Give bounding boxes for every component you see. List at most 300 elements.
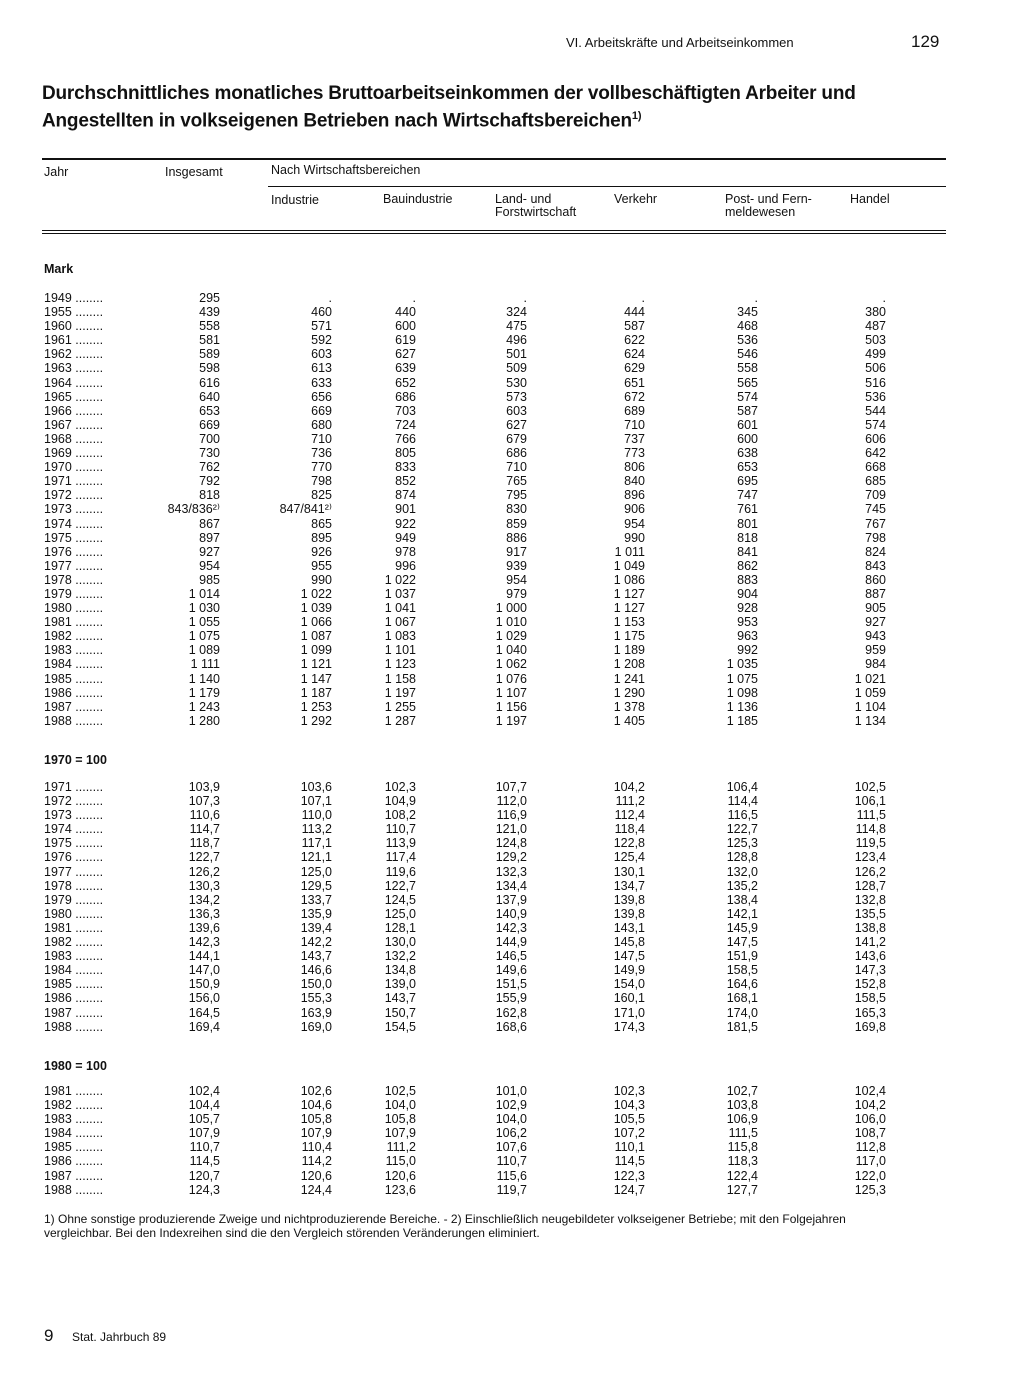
cell-industrie: 1 039 (300, 601, 332, 616)
cell-insgesamt: 114,5 (189, 1154, 220, 1169)
table-row (0, 1154, 1024, 1168)
cell-post-fern: 127,7 (726, 1182, 758, 1197)
table-row (0, 333, 1024, 347)
table-row (0, 643, 1024, 657)
cell-bauindustrie: 833 (395, 460, 416, 475)
cell-industrie: 114,2 (301, 1154, 332, 1169)
section-label-index-1980: 1980 = 100 (44, 1059, 107, 1073)
cell-year: 1980 ........ (44, 601, 104, 616)
cell-verkehr: 145,8 (613, 935, 645, 950)
cell-insgesamt: 110,7 (189, 1140, 220, 1155)
cell-verkehr: 139,8 (613, 892, 645, 907)
cell-land-forst: 939 (506, 558, 527, 573)
cell-verkehr: 1 208 (613, 657, 645, 672)
running-header: VI. Arbeitskräfte und Arbeitseinkommen (566, 35, 794, 50)
cell-land-forst: 627 (506, 417, 527, 432)
cell-post-fern: 1 185 (726, 713, 758, 728)
cell-post-fern: 103,8 (726, 1098, 758, 1113)
cell-industrie: 120,6 (300, 1168, 332, 1183)
title-line-1: Durchschnittliches monatliches Bruttoarbeitseinkommen der vollbeschäftigten Arbeiter und (42, 83, 856, 104)
footer-page-number: 9 (44, 1326, 54, 1345)
cell-handel: 138,8 (854, 920, 886, 935)
table-row (0, 319, 1024, 333)
cell-bauindustrie: 1 158 (384, 671, 416, 686)
cell-year: 1982 ........ (44, 935, 104, 950)
cell-verkehr: 896 (624, 488, 645, 503)
cell-year: 1976 ........ (44, 850, 104, 865)
section-index-1970-rows (0, 780, 1024, 1034)
cell-year: 1987 ........ (44, 699, 104, 714)
table-row (0, 1084, 1024, 1098)
cell-handel: 668 (865, 460, 886, 475)
cell-insgesamt: 1 111 (190, 657, 220, 672)
table-row (0, 1183, 1024, 1197)
cell-year: 1966 ........ (44, 403, 104, 418)
cell-industrie: 163,9 (300, 1005, 332, 1020)
cell-industrie: 129,5 (300, 878, 332, 893)
cell-verkehr: 124,7 (613, 1182, 645, 1197)
cell-verkehr: 672 (624, 389, 645, 404)
cell-insgesamt: 762 (199, 460, 220, 475)
cell-post-fern: 142,1 (726, 906, 758, 921)
cell-post-fern: 638 (737, 446, 758, 461)
cell-year: 1981 ........ (44, 920, 104, 935)
cell-verkehr: 104,2 (613, 780, 645, 794)
cell-handel: 112,8 (855, 1140, 886, 1155)
cell-verkehr: 105,5 (613, 1112, 645, 1127)
cell-year: 1961 ........ (44, 333, 104, 348)
cell-verkehr: 118,4 (614, 822, 645, 837)
table-row (0, 921, 1024, 935)
cell-bauindustrie: 102,5 (384, 1084, 416, 1098)
cell-year: 1986 ........ (44, 991, 104, 1006)
cell-land-forst: 917 (506, 544, 527, 559)
cell-verkehr: 1 378 (613, 699, 645, 714)
cell-land-forst: 686 (506, 446, 527, 461)
cell-industrie: 656 (311, 389, 332, 404)
cell-handel: 843 (865, 558, 886, 573)
cell-land-forst: 954 (506, 572, 527, 587)
table-row (0, 361, 1024, 375)
table-row (0, 794, 1024, 808)
section-index-1980-rows (0, 1084, 1024, 1197)
table-row (0, 714, 1024, 728)
cell-insgesamt: 1 243 (188, 699, 220, 714)
cell-year: 1988 ........ (44, 713, 104, 728)
cell-bauindustrie: 600 (395, 319, 416, 334)
cell-verkehr: 147,5 (613, 949, 645, 964)
cell-industrie: 955 (311, 558, 332, 573)
table-row (0, 390, 1024, 404)
cell-industrie: 847/841²⁾ (279, 502, 332, 517)
cell-land-forst: 104,0 (495, 1112, 527, 1127)
table-row (0, 879, 1024, 893)
header-bottom-rule-1 (42, 230, 946, 231)
cell-post-fern: . (754, 291, 758, 305)
cell-insgesamt: 1 014 (188, 586, 220, 601)
cell-bauindustrie: 949 (395, 530, 416, 545)
cell-land-forst: 134,4 (495, 878, 527, 893)
col-header-post-line1: Post- und Fern- (725, 192, 812, 206)
table-row (0, 432, 1024, 446)
section-mark-rows (0, 291, 1024, 728)
cell-bauindustrie: 124,5 (384, 892, 416, 907)
cell-verkehr: 773 (624, 446, 645, 461)
cell-year: 1978 ........ (44, 878, 104, 893)
cell-post-fern: 1 136 (726, 699, 758, 714)
cell-post-fern: 106,9 (726, 1112, 758, 1127)
cell-insgesamt: 792 (199, 474, 220, 489)
cell-land-forst: 121,0 (495, 822, 527, 837)
cell-verkehr: 125,4 (613, 850, 645, 865)
cell-land-forst: 830 (506, 502, 527, 517)
cell-verkehr: 651 (624, 375, 645, 390)
cell-bauindustrie: 852 (395, 474, 416, 489)
page-number: 129 (911, 32, 940, 51)
cell-land-forst: 149,6 (495, 963, 527, 978)
cell-industrie: 110,4 (301, 1140, 332, 1155)
cell-verkehr: 629 (624, 361, 645, 376)
cell-handel: 745 (865, 502, 886, 517)
cell-land-forst: 137,9 (495, 892, 527, 907)
table-row (0, 418, 1024, 432)
cell-verkehr: 143,1 (613, 920, 645, 935)
cell-land-forst: 142,3 (495, 920, 527, 935)
cell-insgesamt: 1 179 (188, 685, 220, 700)
cell-year: 1985 ........ (44, 671, 104, 686)
cell-industrie: 1 099 (300, 643, 332, 658)
cell-bauindustrie: 115,0 (385, 1154, 416, 1169)
cell-land-forst: 1 107 (495, 685, 527, 700)
cell-bauindustrie: 978 (395, 544, 416, 559)
cell-verkehr: 954 (624, 516, 645, 531)
cell-land-forst: 129,2 (495, 850, 527, 865)
cell-land-forst: 132,3 (495, 864, 527, 879)
cell-insgesamt: 107,9 (188, 1126, 220, 1141)
cell-post-fern: 468 (737, 319, 758, 334)
cell-industrie: 926 (311, 544, 332, 559)
col-header-land-line1: Land- und (495, 192, 552, 206)
table-row (0, 657, 1024, 671)
cell-handel: 125,3 (854, 1182, 886, 1197)
cell-verkehr: 840 (624, 474, 645, 489)
cell-industrie: 633 (311, 375, 332, 390)
cell-bauindustrie: 125,0 (384, 906, 416, 921)
cell-land-forst: . (523, 291, 527, 305)
cell-post-fern: 1 035 (726, 657, 758, 672)
cell-handel: 122,0 (854, 1168, 886, 1183)
cell-post-fern: 992 (737, 643, 758, 658)
cell-bauindustrie: 440 (395, 305, 416, 320)
cell-handel: 119,5 (855, 836, 886, 851)
cell-year: 1964 ........ (44, 375, 104, 390)
cell-handel: 108,7 (854, 1126, 886, 1141)
cell-insgesamt: 120,7 (188, 1168, 220, 1183)
cell-verkehr: 689 (624, 403, 645, 418)
cell-handel: 984 (865, 657, 886, 672)
table-row (0, 376, 1024, 390)
cell-industrie: 169,0 (300, 1019, 332, 1034)
cell-industrie: 592 (311, 333, 332, 348)
cell-industrie: 460 (311, 305, 332, 320)
cell-year: 1962 ........ (44, 347, 104, 362)
cell-year: 1955 ........ (44, 305, 104, 320)
cell-land-forst: 530 (506, 375, 527, 390)
cell-post-fern: 600 (737, 431, 758, 446)
cell-year: 1969 ........ (44, 446, 104, 461)
cell-verkehr: 1 086 (613, 572, 645, 587)
cell-land-forst: 1 156 (495, 699, 527, 714)
cell-industrie: 150,0 (300, 977, 332, 992)
table-row (0, 1169, 1024, 1183)
cell-bauindustrie: 619 (395, 333, 416, 348)
cell-insgesamt: 1 055 (188, 615, 220, 630)
cell-insgesamt: 164,5 (188, 1005, 220, 1020)
cell-year: 1971 ........ (44, 474, 104, 489)
cell-verkehr: 112,4 (614, 808, 645, 823)
cell-industrie: 613 (311, 361, 332, 376)
cell-industrie: 1 022 (300, 586, 332, 601)
cell-land-forst: 496 (506, 333, 527, 348)
cell-year: 1977 ........ (44, 864, 104, 879)
cell-year: 1974 ........ (44, 822, 104, 837)
table-row (0, 531, 1024, 545)
cell-industrie: 143,7 (300, 949, 332, 964)
cell-verkehr: 1 189 (613, 643, 645, 658)
table-row (0, 1126, 1024, 1140)
cell-handel: 574 (865, 417, 886, 432)
cell-industrie: 102,6 (300, 1084, 332, 1098)
cell-land-forst: 140,9 (495, 906, 527, 921)
cell-post-fern: 122,4 (726, 1168, 758, 1183)
cell-year: 1988 ........ (44, 1019, 104, 1034)
cell-insgesamt: 124,3 (188, 1182, 220, 1197)
table-row (0, 1098, 1024, 1112)
cell-handel: 102,5 (854, 780, 886, 794)
cell-handel: 824 (865, 544, 886, 559)
col-header-post-line2: meldewesen (725, 205, 796, 219)
cell-handel: 152,8 (854, 977, 886, 992)
cell-post-fern: 132,0 (726, 864, 758, 879)
cell-post-fern: 587 (737, 403, 758, 418)
cell-insgesamt: 114,7 (189, 822, 220, 837)
cell-insgesamt: 669 (199, 417, 220, 432)
cell-verkehr: 737 (624, 431, 645, 446)
table-row (0, 347, 1024, 361)
cell-verkehr: 1 290 (613, 685, 645, 700)
table-row (0, 601, 1024, 615)
header-group-rule (268, 186, 946, 187)
title-line-2-text: Angestellten in volkseigenen Betrieben nach Wirtschaftsbereichen (42, 110, 632, 132)
cell-industrie: 133,7 (300, 892, 332, 907)
cell-verkehr: 114,5 (614, 1154, 645, 1169)
cell-insgesamt: 927 (199, 544, 220, 559)
cell-verkehr: 444 (624, 305, 645, 320)
cell-insgesamt: 985 (199, 572, 220, 587)
cell-post-fern: 138,4 (726, 892, 758, 907)
cell-handel: 104,2 (854, 1098, 886, 1113)
cell-land-forst: 475 (506, 319, 527, 334)
cell-handel: 114,8 (855, 822, 886, 837)
table-row (0, 587, 1024, 601)
cell-insgesamt: 589 (199, 347, 220, 362)
table-row (0, 780, 1024, 794)
cell-bauindustrie: 117,4 (385, 850, 416, 865)
cell-industrie: 770 (311, 460, 332, 475)
cell-year: 1977 ........ (44, 558, 104, 573)
cell-bauindustrie: 119,6 (385, 864, 416, 879)
cell-bauindustrie: 766 (395, 431, 416, 446)
cell-bauindustrie: 120,6 (384, 1168, 416, 1183)
cell-handel: 642 (865, 446, 886, 461)
cell-land-forst: 1 076 (495, 671, 527, 686)
cell-year: 1972 ........ (44, 794, 104, 809)
col-header-verkehr: Verkehr (614, 192, 658, 206)
cell-insgesamt: 103,9 (188, 780, 220, 794)
cell-bauindustrie: 1 287 (384, 713, 416, 728)
cell-year: 1987 ........ (44, 1005, 104, 1020)
cell-post-fern: 118,3 (727, 1154, 758, 1169)
cell-land-forst: 101,0 (495, 1084, 527, 1098)
cell-year: 1979 ........ (44, 892, 104, 907)
cell-verkehr: 174,3 (613, 1019, 645, 1034)
cell-bauindustrie: 652 (395, 375, 416, 390)
cell-post-fern: 558 (737, 361, 758, 376)
cell-post-fern: 151,9 (726, 949, 758, 964)
table-row (0, 545, 1024, 559)
cell-verkehr: 149,9 (613, 963, 645, 978)
table-row (0, 1006, 1024, 1020)
footnote-line-1: 1) Ohne sonstige produzierende Zweige und nichtproduzierende Bereiche. - 2) Einschließlich neugebildeter volkseigener Betriebe; mit den Folgejahren (44, 1212, 846, 1226)
cell-insgesamt: 139,6 (188, 920, 220, 935)
table-row (0, 1140, 1024, 1154)
cell-land-forst: 1 197 (495, 713, 527, 728)
cell-post-fern: 1 098 (726, 685, 758, 700)
cell-year: 1970 ........ (44, 460, 104, 475)
cell-post-fern: 102,7 (726, 1084, 758, 1098)
cell-insgesamt: 700 (199, 431, 220, 446)
cell-industrie: 146,6 (300, 963, 332, 978)
table-row (0, 404, 1024, 418)
cell-bauindustrie: 143,7 (384, 991, 416, 1006)
cell-bauindustrie: 1 067 (384, 615, 416, 630)
table-row (0, 963, 1024, 977)
cell-verkehr: 587 (624, 319, 645, 334)
cell-year: 1975 ........ (44, 836, 104, 851)
cell-land-forst: 106,2 (495, 1126, 527, 1141)
cell-land-forst: 162,8 (495, 1005, 527, 1020)
cell-year: 1984 ........ (44, 657, 104, 672)
cell-land-forst: 116,9 (496, 808, 527, 823)
cell-post-fern: 747 (737, 488, 758, 503)
cell-post-fern: 345 (737, 305, 758, 320)
cell-insgesamt: 295 (199, 291, 220, 305)
cell-land-forst: 501 (506, 347, 527, 362)
cell-insgesamt: 867 (199, 516, 220, 531)
cell-verkehr: 1 127 (613, 586, 645, 601)
table-row (0, 836, 1024, 850)
table-row (0, 615, 1024, 629)
table-row (0, 700, 1024, 714)
cell-industrie: 142,2 (300, 935, 332, 950)
cell-year: 1981 ........ (44, 615, 104, 630)
cell-industrie: 680 (311, 417, 332, 432)
cell-insgesamt: 1 140 (188, 671, 220, 686)
cell-year: 1949 ........ (44, 291, 104, 305)
cell-handel: 111,5 (856, 808, 886, 823)
cell-bauindustrie: 104,9 (384, 794, 416, 809)
cell-land-forst: 679 (506, 431, 527, 446)
cell-post-fern: 174,0 (726, 1005, 758, 1020)
cell-insgesamt: 598 (199, 361, 220, 376)
cell-land-forst: 1 010 (495, 615, 527, 630)
cell-industrie: 1 087 (300, 629, 332, 644)
cell-handel: 887 (865, 586, 886, 601)
cell-bauindustrie: 105,8 (384, 1112, 416, 1127)
section-label-mark: Mark (44, 262, 74, 276)
cell-verkehr: 130,1 (613, 864, 645, 879)
col-header-group: Nach Wirtschaftsbereichen (271, 163, 421, 177)
cell-industrie: 104,6 (300, 1098, 332, 1113)
cell-bauindustrie: 102,3 (384, 780, 416, 794)
cell-bauindustrie: 901 (395, 502, 416, 517)
cell-land-forst: 1 062 (495, 657, 527, 672)
cell-handel: 798 (865, 530, 886, 545)
cell-verkehr: 134,7 (613, 878, 645, 893)
cell-bauindustrie: 108,2 (384, 808, 416, 823)
cell-post-fern: 115,8 (727, 1140, 758, 1155)
cell-year: 1973 ........ (44, 502, 104, 517)
cell-land-forst: 115,6 (496, 1168, 527, 1183)
table-row (0, 1020, 1024, 1034)
cell-insgesamt: 730 (199, 446, 220, 461)
cell-verkehr: 122,3 (613, 1168, 645, 1183)
cell-land-forst: 107,7 (495, 780, 527, 794)
cell-handel: 767 (865, 516, 886, 531)
table-row (0, 822, 1024, 836)
table-row (0, 850, 1024, 864)
cell-handel: 123,4 (854, 850, 886, 865)
cell-insgesamt: 169,4 (188, 1019, 220, 1034)
cell-handel: 503 (865, 333, 886, 348)
cell-handel: 141,2 (854, 935, 886, 950)
cell-year: 1988 ........ (44, 1182, 104, 1197)
cell-industrie: 603 (311, 347, 332, 362)
cell-post-fern: 963 (737, 629, 758, 644)
cell-year: 1987 ........ (44, 1168, 104, 1183)
cell-industrie: 1 253 (300, 699, 332, 714)
cell-bauindustrie: 123,6 (384, 1182, 416, 1197)
cell-insgesamt: 1 075 (188, 629, 220, 644)
cell-verkehr: 1 153 (613, 615, 645, 630)
table-row (0, 502, 1024, 516)
cell-verkehr: 160,1 (613, 991, 645, 1006)
cell-year: 1982 ........ (44, 629, 104, 644)
cell-handel: 169,8 (854, 1019, 886, 1034)
cell-verkehr: 1 049 (613, 558, 645, 573)
cell-verkehr: 990 (624, 530, 645, 545)
cell-industrie: 107,9 (300, 1126, 332, 1141)
cell-bauindustrie: 639 (395, 361, 416, 376)
cell-industrie: 1 147 (300, 671, 332, 686)
cell-handel: 102,4 (854, 1084, 886, 1098)
cell-insgesamt: 136,3 (188, 906, 220, 921)
cell-verkehr: 102,3 (613, 1084, 645, 1098)
table-row (0, 991, 1024, 1005)
cell-year: 1986 ........ (44, 685, 104, 700)
cell-handel: 516 (865, 375, 886, 390)
cell-insgesamt: 144,1 (188, 949, 220, 964)
